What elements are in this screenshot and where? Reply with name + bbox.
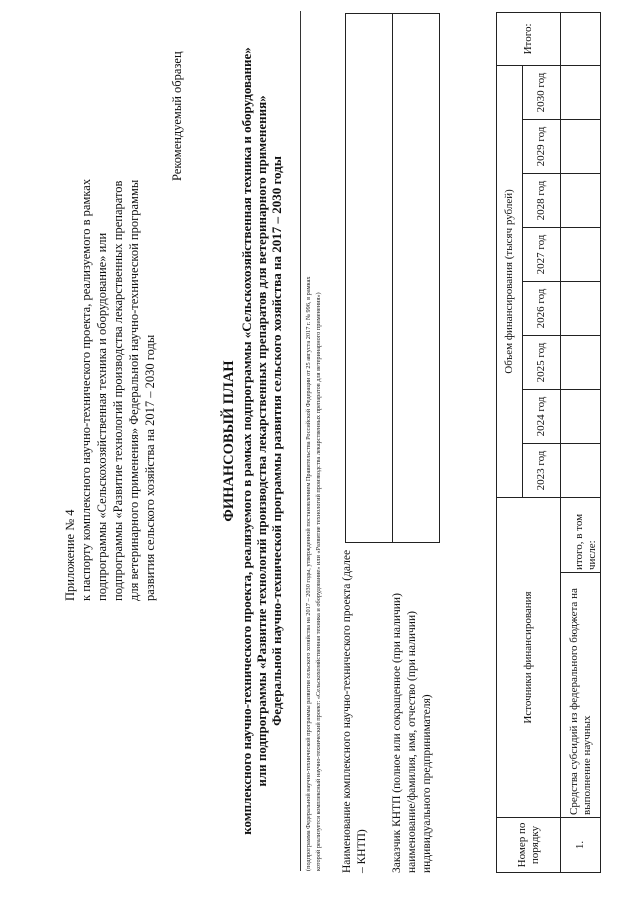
subprogram-footnote — [300, 11, 324, 871]
year-header: 2026 год — [523, 281, 561, 335]
number-header: Номер по порядку — [497, 818, 561, 873]
appendix-line: к паспорту комплексного научно-технического проекта, реализуемого в рамках — [79, 178, 93, 601]
customer-label: Заказчик КНТП (полное или сокращенное (при наличии) наименование/фамилия, имя, отчество (при наличии) индивидуального предпринимателя) — [391, 593, 433, 873]
recommended-sample-note: Рекомендуемый образец — [170, 51, 184, 181]
row-subtotal-label: итого, в том числе: — [561, 497, 601, 572]
table-row — [561, 12, 601, 872]
plan-title — [222, 11, 284, 871]
value-cell[interactable] — [561, 389, 601, 443]
year-header: 2024 год — [523, 389, 561, 443]
form-labels — [340, 543, 435, 873]
total-cell[interactable] — [561, 12, 601, 65]
sources-header: Источники финансирования — [497, 497, 561, 817]
row-source: Средства субсидий из федерального бюджета на выполнение научных — [561, 573, 601, 818]
value-cell[interactable] — [561, 119, 601, 173]
appendix-line: подпрограммы «Сельскохозяйственная техника и оборудование» или — [95, 232, 109, 601]
value-cell[interactable] — [561, 173, 601, 227]
value-cell[interactable] — [561, 281, 601, 335]
appendix-line: Приложение № 4 — [63, 509, 77, 601]
plan-title-line: комплексного научно-технического проекта, реализуемого в рамках подпрограммы «Сельскохозяйственная техника и оборудование» — [239, 47, 254, 835]
financing-table — [496, 12, 601, 873]
value-cell[interactable] — [561, 227, 601, 281]
year-header: 2023 год — [523, 443, 561, 497]
appendix-reference — [62, 41, 158, 601]
footnote-line: которой реализуется комплексный научно-технический проект: «Сельскохозяйственная техника и оборудование» или «Развитие технологий производства лекарственных препаратов для ветеринарного применения») — [315, 292, 322, 871]
value-cell[interactable] — [561, 443, 601, 497]
value-cell[interactable] — [561, 335, 601, 389]
year-header: 2025 год — [523, 335, 561, 389]
volume-header: Объем финансирования (тысяч рублей) — [497, 65, 523, 497]
plan-heading: ФИНАНСОВЫЙ ПЛАН — [221, 360, 237, 522]
appendix-line: для ветеринарного применения» Федеральной научно-технической программы — [127, 179, 141, 601]
project-name-label: Наименование комплексного научно-технического проекта (далее – КНТП) — [341, 549, 368, 873]
year-header: 2028 год — [523, 173, 561, 227]
year-header: 2030 год — [523, 65, 561, 119]
row-number: 1. — [561, 818, 601, 873]
year-header: 2027 год — [523, 227, 561, 281]
project-name-field[interactable] — [346, 14, 393, 543]
total-header: Итого: — [497, 12, 561, 65]
customer-field[interactable] — [393, 14, 440, 543]
footnote-line: (подпрограмма Федеральной научно-технической программы развития сельского хозяйства на 2017 – 2030 годы, утвержденной постановлением Правительства Российской Федерации от 25 августа 2017 г. № 996, в рамках — [305, 276, 312, 871]
year-header: 2029 год — [523, 119, 561, 173]
form-fields-table — [345, 13, 440, 543]
plan-title-line: Федеральной научно-технической программы развития сельского хозяйства на 2017 – 2030 годы — [269, 156, 284, 726]
appendix-line: развития сельского хозяйства на 2017 – 2030 годы — [143, 334, 157, 601]
appendix-line: подпрограммы «Развитие технологий производства лекарственных препаратов — [111, 180, 125, 601]
value-cell[interactable] — [561, 65, 601, 119]
plan-title-line: или подпрограммы «Развитие технологий производства лекарственных препаратов для ветеринарного применения» — [254, 95, 269, 787]
